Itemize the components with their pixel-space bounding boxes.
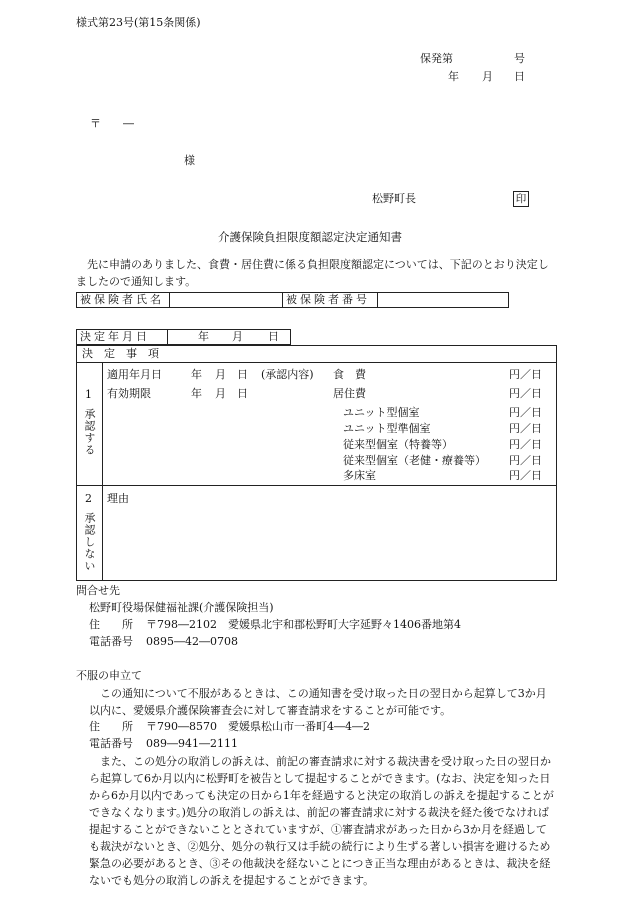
decision-date-label: 決定年月日 (77, 330, 168, 345)
contact-heading: 問合せ先 (76, 584, 120, 597)
housing-per-day: 円／日 (509, 387, 542, 400)
document-title: 介護保険負担限度額認定決定通知書 (218, 230, 402, 244)
insured-name-value (170, 293, 283, 308)
contact-phone-label: 電話番号 (89, 635, 133, 648)
approve-label: 承認する (83, 408, 96, 456)
contact-address: 〒798―2102 愛媛県北宇和郡松野町大字延野々1406番地第4 (146, 618, 461, 631)
room-type-conventional-tokuyou: 従来型個室（特養等） (343, 438, 453, 451)
issuer-name: 松野町長 (372, 192, 416, 205)
appeal-address: 〒790―8570 愛媛県松山市一番町4―4―2 (146, 720, 370, 733)
room-type-unit-private: ユニット型個室 (343, 406, 420, 419)
room-type-conventional-rouken-rate: 円／日 (509, 454, 542, 467)
decision-left-divider (102, 362, 103, 580)
decision-header-divider (77, 362, 556, 363)
expiry-month: 月 (215, 387, 226, 400)
expiry-label: 有効期限 (107, 387, 151, 400)
intro-text: 先に申請のありました、食費・居住費に係る負担限度額認定については、下記のとおり決定しましたので通知します。 (76, 258, 549, 288)
appeal-phone: 089―941―2111 (146, 737, 238, 750)
room-type-multi-bed: 多床室 (343, 469, 376, 482)
form-number: 様式第23号(第15条関係) (76, 16, 201, 29)
room-type-unit-semi: ユニット型準個室 (343, 422, 431, 435)
room-type-unit-private-rate: 円／日 (509, 406, 542, 419)
decision-box (76, 345, 557, 581)
decision-date-year: 年 (198, 330, 209, 343)
expiry-day: 日 (237, 387, 248, 400)
seal-mark: 印 (513, 191, 529, 207)
postal-dash: ― (123, 117, 134, 130)
reason-label: 理由 (107, 492, 129, 505)
honorific: 様 (184, 154, 195, 167)
appeal-paragraph-2: また、この処分の取消しの訴えは、前記の審査請求に対する裁決書を受け取った日の翌日から起算して6か月以内に松野町を被告として提起することができます。(なお、決定を知った日から6か月以内であっても決定の日から1年を経過すると決定の取消しの訴えを提起することができなくなります。)処分の取消しの訴えは、前記の審査請求に対する裁決を経た後でなければ提起することができないこととされていますが、①審査請求があった日から3か月を経過しても裁決がないとき、②処分、処分の執行又は手続の続行により生ずる著しい損害を避けるため緊急の必要があるとき、③その他裁決を経ないことにつき正当な理由があるときは、裁決を経ないでも処分の取消しの訴えを提起することができます。 (89, 755, 554, 887)
decision-section-divider (77, 485, 556, 486)
doc-number-suffix: 号 (514, 52, 525, 65)
reject-number: 2 (85, 492, 92, 505)
contact-address-label: 住 所 (89, 618, 133, 631)
effective-date-year: 年 (191, 368, 202, 381)
decision-matters-label: 決 定 事 項 (82, 347, 159, 360)
decision-date-table (76, 329, 291, 345)
appeal-phone-label: 電話番号 (89, 737, 133, 750)
expiry-year: 年 (191, 387, 202, 400)
insured-name-label: 被保険者氏名 (77, 293, 170, 308)
appeal-paragraph-1: この通知について不服があるときは、この通知書を受け取った日の翌日から起算して3か月以内に、愛媛県介護保険審査会に対して審査請求をすることが可能です。 (89, 687, 547, 717)
contact-department: 松野町役場保健福祉課(介護保険担当) (89, 601, 274, 614)
issue-date-day: 日 (514, 70, 525, 83)
insured-table (76, 292, 509, 308)
food-label: 食 費 (333, 368, 366, 381)
room-type-conventional-tokuyou-rate: 円／日 (509, 438, 542, 451)
effective-date-label: 適用年月日 (107, 368, 162, 381)
decision-date-value (168, 330, 291, 345)
food-per-day: 円／日 (509, 368, 542, 381)
approval-content-label: (承認内容) (261, 368, 314, 381)
appeal-address-label: 住 所 (89, 720, 133, 733)
contact-phone: 0895―42―0708 (146, 635, 238, 648)
decision-date-day: 日 (268, 330, 279, 343)
decision-date-month: 月 (232, 330, 243, 343)
insured-number-value (378, 293, 509, 308)
effective-date-day: 日 (237, 368, 248, 381)
approve-number: 1 (85, 388, 92, 401)
housing-label: 居住費 (333, 387, 366, 400)
doc-number-prefix: 保発第 (420, 52, 453, 65)
issue-date-year: 年 (448, 70, 459, 83)
insured-number-label: 被保険者番号 (283, 293, 378, 308)
issue-date-month: 月 (482, 70, 493, 83)
room-type-conventional-rouken: 従来型個室（老健・療養等） (343, 454, 486, 467)
postal-mark: 〒 (90, 117, 101, 130)
room-type-unit-semi-rate: 円／日 (509, 422, 542, 435)
room-type-multi-bed-rate: 円／日 (509, 469, 542, 482)
reject-label: 承認しない (83, 512, 96, 572)
effective-date-month: 月 (215, 368, 226, 381)
appeal-heading: 不服の申立て (76, 669, 142, 682)
